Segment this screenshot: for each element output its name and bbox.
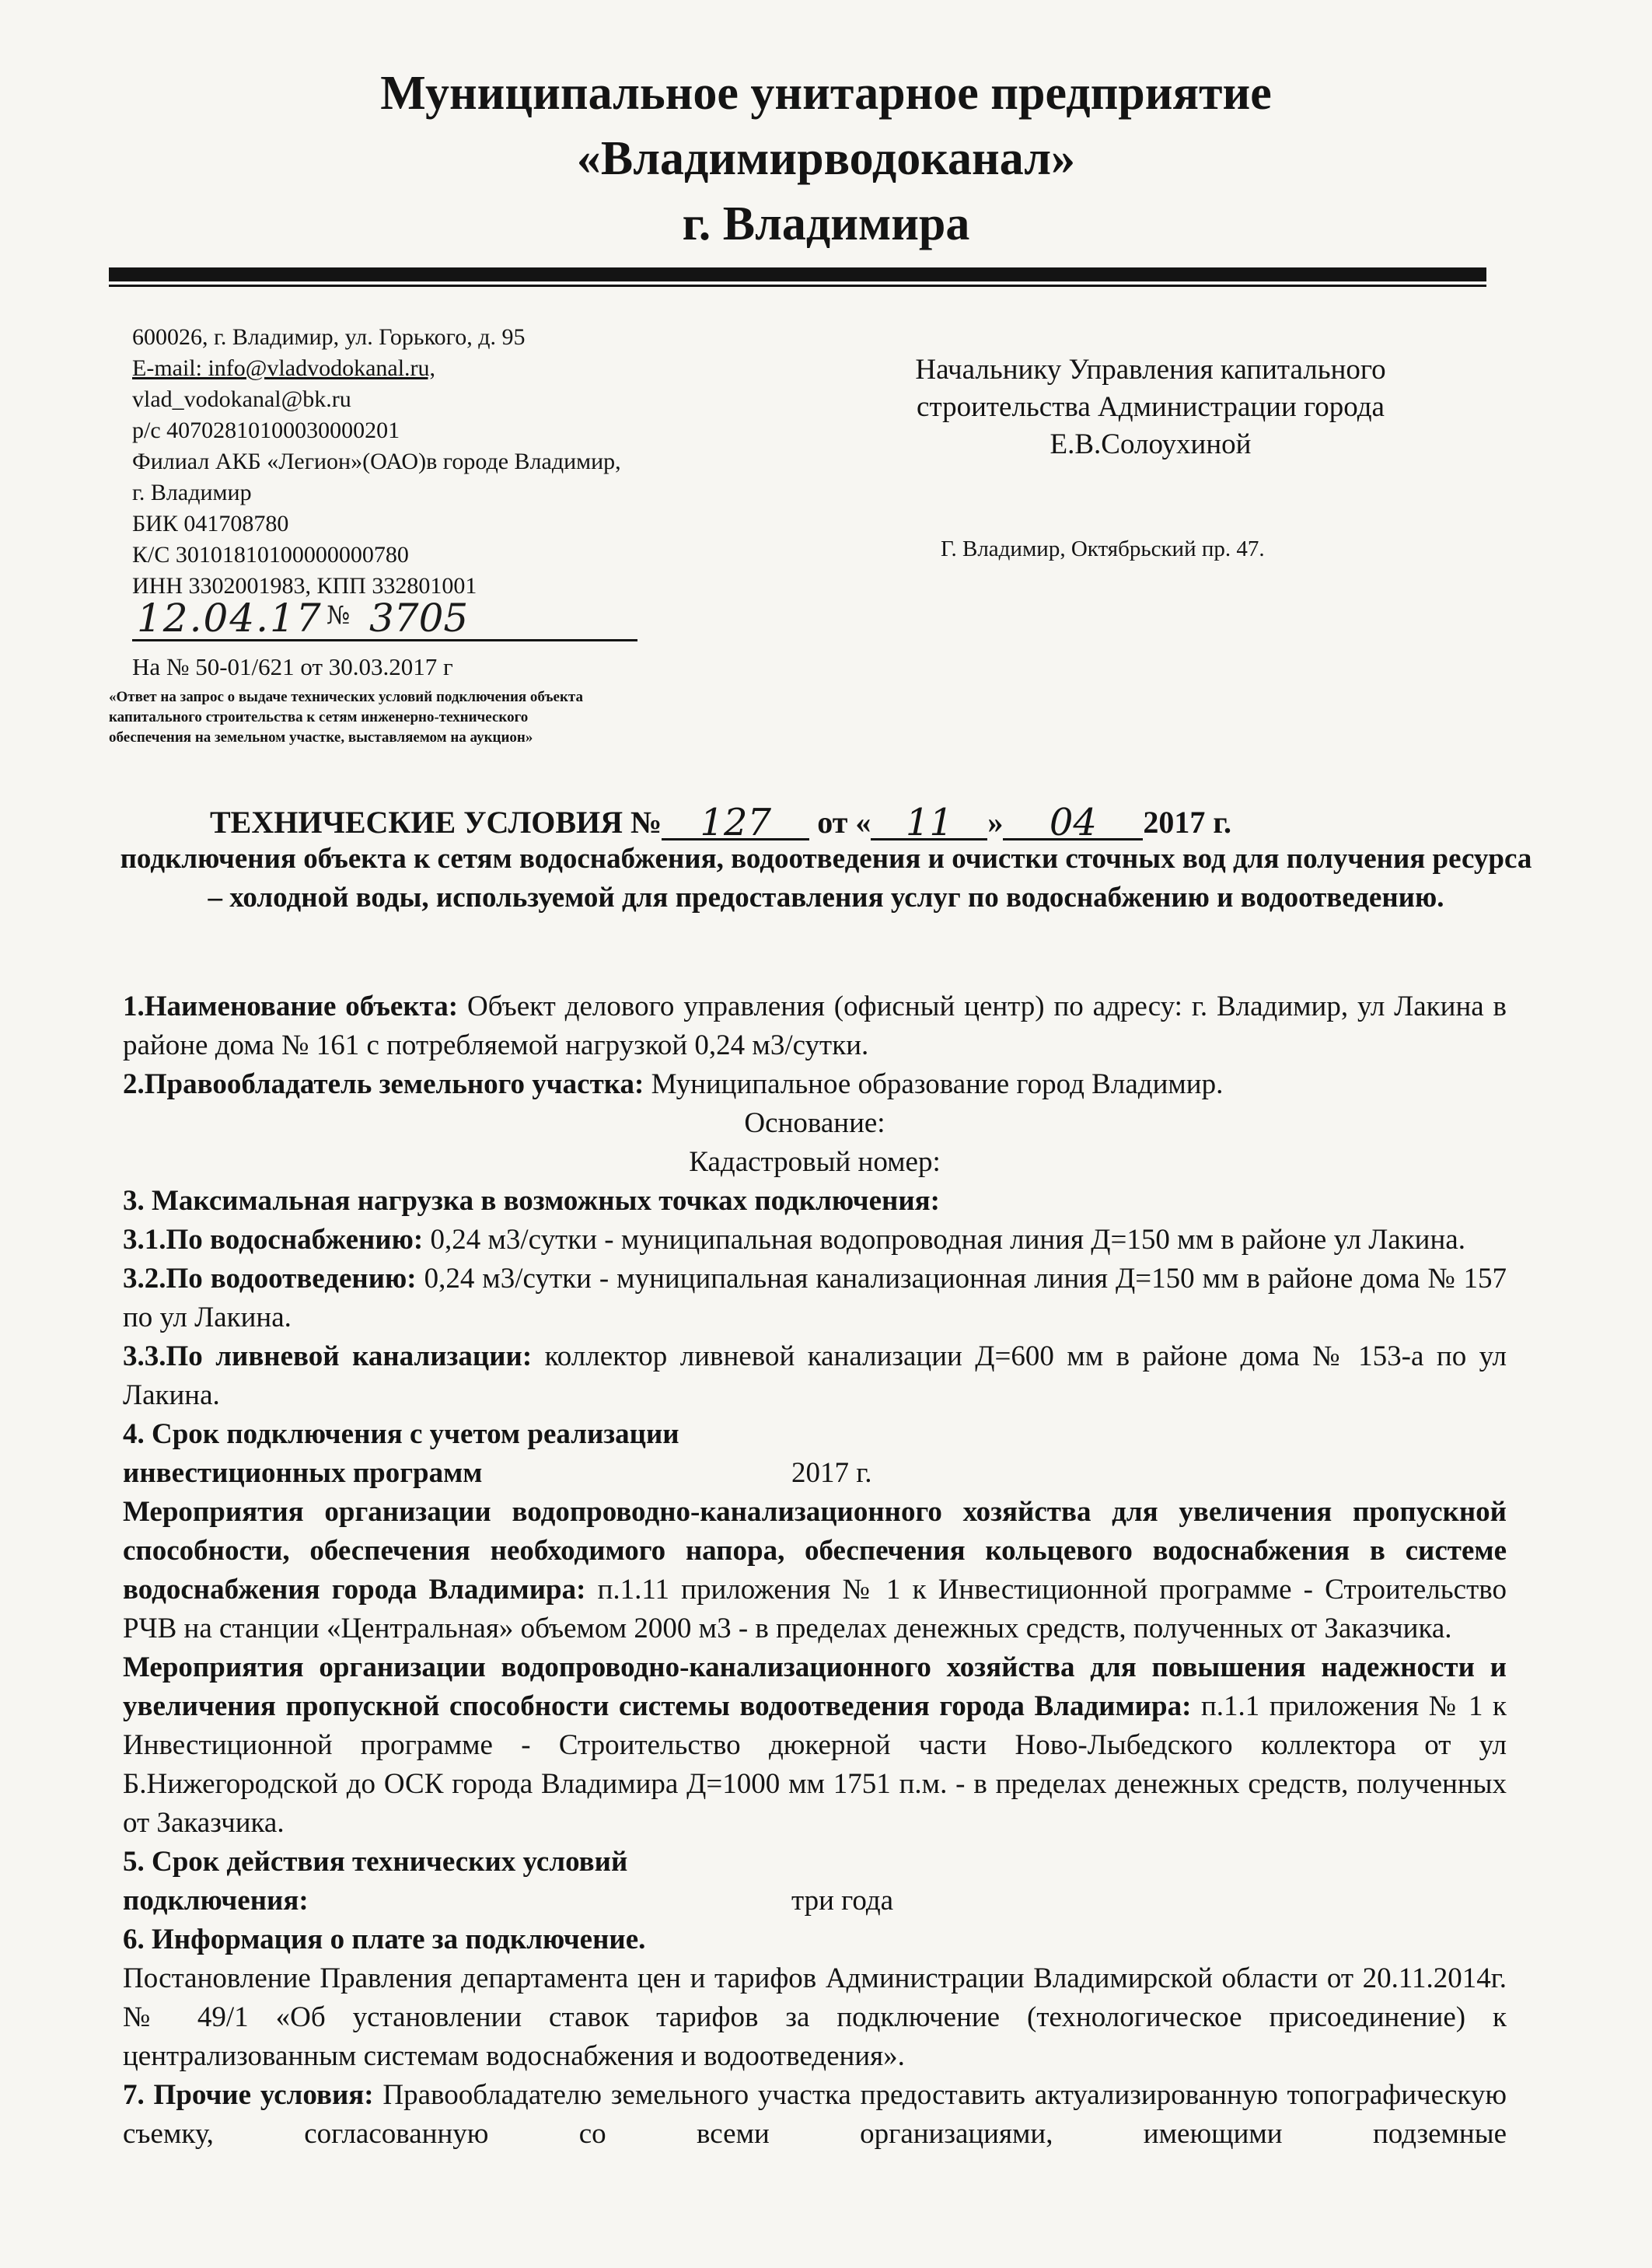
org-city: г. Владимира bbox=[682, 197, 970, 250]
item-3-2-label: 3.2.По водоотведению: bbox=[123, 1263, 417, 1295]
item-2-label: 2.Правообладатель земельного участка: bbox=[123, 1068, 644, 1100]
handwritten-reg-number: 3705 bbox=[369, 596, 469, 641]
item-3-2-text: 0,24 м3/сутки - муниципальная канализационная линия Д=150 мм в районе дома № 157 по ул Лакина. bbox=[123, 1263, 1507, 1333]
item-7 bbox=[123, 2076, 1507, 2154]
addressee-name: Е.В.Солоухиной bbox=[1050, 428, 1252, 460]
item-4-row bbox=[123, 1454, 1507, 1493]
sender-bank-city: г. Владимир bbox=[132, 480, 252, 505]
item-6-text: Постановление Правления департамента цен и тарифов Администрации Владимирской области от 20.11.2014г. № 49/1 «Об установлении ставок тарифов за подключение (технологическое присоединение) к централизованным системам водоснабжения и водоотведения». bbox=[123, 1962, 1507, 2072]
item-3-1-text: 0,24 м3/сутки - муниципальная водопроводная линия Д=150 мм в районе ул Лакина. bbox=[423, 1224, 1465, 1256]
sender-account: р/с 40702810100030000201 bbox=[132, 418, 400, 443]
item-3-3-label: 3.3.По ливневой канализации: bbox=[123, 1340, 533, 1372]
item-1-text: Объект делового управления (офисный центр) по адресу: г. Владимир, ул Лакина в районе дома № 161 с потребляемой нагрузкой 0,24 м3/сутки. bbox=[123, 991, 1507, 1061]
item-5-row bbox=[123, 1882, 1507, 1920]
measures-sewer-label: Мероприятия организации водопроводно-канализационного хозяйства для повышения надежности и увеличения пропускной способности системы водоотведения города Владимира: bbox=[123, 1651, 1507, 1722]
reference-line: На № 50-01/621 от 30.03.2017 г bbox=[132, 653, 453, 680]
item-2-basis: Основание: bbox=[744, 1107, 885, 1139]
sender-bik: БИК 041708780 bbox=[132, 511, 289, 536]
sender-address: 600026, г. Владимир, ул. Горького, д. 95 bbox=[132, 324, 526, 350]
item-3-label: 3. Максимальная нагрузка в возможных точках подключения: bbox=[123, 1185, 940, 1217]
item-1 bbox=[123, 987, 1507, 1065]
reg-number-label: № bbox=[327, 600, 351, 630]
item-2 bbox=[123, 1065, 1507, 1104]
reference-note: «Ответ на запрос о выдаче технических условий подключения объекта капитального строительства к сетям инженерно-технического обеспечения на земельном участке, выставляемом на аукцион» bbox=[109, 689, 583, 746]
handwritten-reg-date: 12.04.17 bbox=[137, 596, 323, 641]
sender-bank: Филиал АКБ «Легион»(ОАО)в городе Владимир, bbox=[132, 449, 621, 474]
addressee-line1: Начальнику Управления капитального bbox=[915, 354, 1386, 386]
item-2-text: Муниципальное образование город Владимир. bbox=[644, 1068, 1224, 1100]
measures-sewer bbox=[123, 1648, 1507, 1843]
org-name-line2: «Владимирводоканал» bbox=[576, 132, 1076, 185]
measures-water bbox=[123, 1493, 1507, 1648]
item-3-1-label: 3.1.По водоснабжению: bbox=[123, 1224, 424, 1256]
sender-corr-account: К/С 30101810100000000780 bbox=[132, 542, 409, 568]
addressee-line2: строительства Администрации города bbox=[917, 391, 1385, 423]
item-3-2 bbox=[123, 1260, 1507, 1337]
registration-line bbox=[132, 596, 637, 641]
item-3-1 bbox=[123, 1221, 1507, 1260]
item-7-label: 7. Прочие условия: bbox=[123, 2079, 374, 2111]
document-subtitle: подключения объекта к сетям водоснабжения, водоотведения и очистки сточных вод для получения ресурса – холодной воды, используемой для предоставления услуг по водоснабжению и водоотведению. bbox=[120, 843, 1532, 914]
title-text: ТЕХНИЧЕСКИЕ УСЛОВИЯ № bbox=[210, 805, 662, 840]
sender-email-2: vlad_vodokanal@bk.ru bbox=[132, 386, 351, 412]
item-5-value: три года bbox=[791, 1885, 894, 1917]
org-name-line1: Муниципальное унитарное предприятие bbox=[380, 67, 1272, 120]
item-5-label: 5. Срок действия технических условий bbox=[123, 1846, 628, 1878]
title-quote: » bbox=[987, 805, 1004, 840]
handwritten-month: 04 bbox=[1003, 807, 1143, 840]
item-3-3-text: коллектор ливневой канализации Д=600 мм в районе дома № 153-а по ул Лакина. bbox=[123, 1340, 1507, 1411]
item-4-label-2: инвестиционных программ bbox=[123, 1457, 483, 1489]
item-7-text: Правообладателю земельного участка предоставить актуализированную топографическую съемку, согласованную со всеми организациями, имеющими подземные bbox=[123, 2079, 1507, 2150]
handwritten-day: 11 bbox=[871, 807, 987, 840]
addressee-address: Г. Владимир, Октябрьский пр. 47. bbox=[941, 536, 1265, 561]
item-2-cadastral: Кадастровый номер: bbox=[689, 1146, 941, 1178]
item-4-label: 4. Срок подключения с учетом реализации bbox=[123, 1418, 679, 1450]
document-title bbox=[210, 801, 1532, 844]
sender-inn-kpp: ИНН 3302001983, КПП 332801001 bbox=[132, 573, 477, 599]
header-rule-thin bbox=[109, 285, 1486, 287]
addressee-block bbox=[847, 351, 1454, 463]
item-3-3 bbox=[123, 1337, 1507, 1415]
item-5-label-2: подключения: bbox=[123, 1885, 309, 1917]
title-year: 2017 г. bbox=[1143, 805, 1232, 840]
measures-sewer-text: п.1.1 приложения № 1 к Инвестиционной программе - Строительство дюкерной части Ново-Лыбедского коллектора от ул Б.Нижегородской до ОСК города Владимира Д=1000 мм 1751 п.м. - в пределах денежных средств, полученных от Заказчика. bbox=[123, 1690, 1507, 1839]
sender-email: E-mail: info@vladvodokanal.ru, bbox=[132, 355, 436, 381]
measures-water-label: Мероприятия организации водопроводно-канализационного хозяйства для увеличения пропускной способности, обеспечения необходимого напора, обеспечения кольцевого водоснабжения в системе водоснабжения города Владимира: bbox=[123, 1496, 1507, 1606]
item-4-value: 2017 г. bbox=[791, 1457, 872, 1489]
title-from: от « bbox=[817, 805, 871, 840]
sender-address-block bbox=[132, 322, 770, 602]
item-1-label: 1.Наименование объекта: bbox=[123, 991, 459, 1022]
header-rule bbox=[109, 267, 1486, 281]
document-body bbox=[123, 987, 1507, 2154]
handwritten-tu-number: 127 bbox=[662, 807, 809, 840]
item-6-label: 6. Информация о плате за подключение. bbox=[123, 1924, 646, 1955]
measures-water-text: п.1.11 приложения № 1 к Инвестиционной программе - Строительство РЧВ на станции «Центральная» объемом 2000 м3 - в пределах денежных средств, полученных от Заказчика. bbox=[123, 1574, 1507, 1644]
